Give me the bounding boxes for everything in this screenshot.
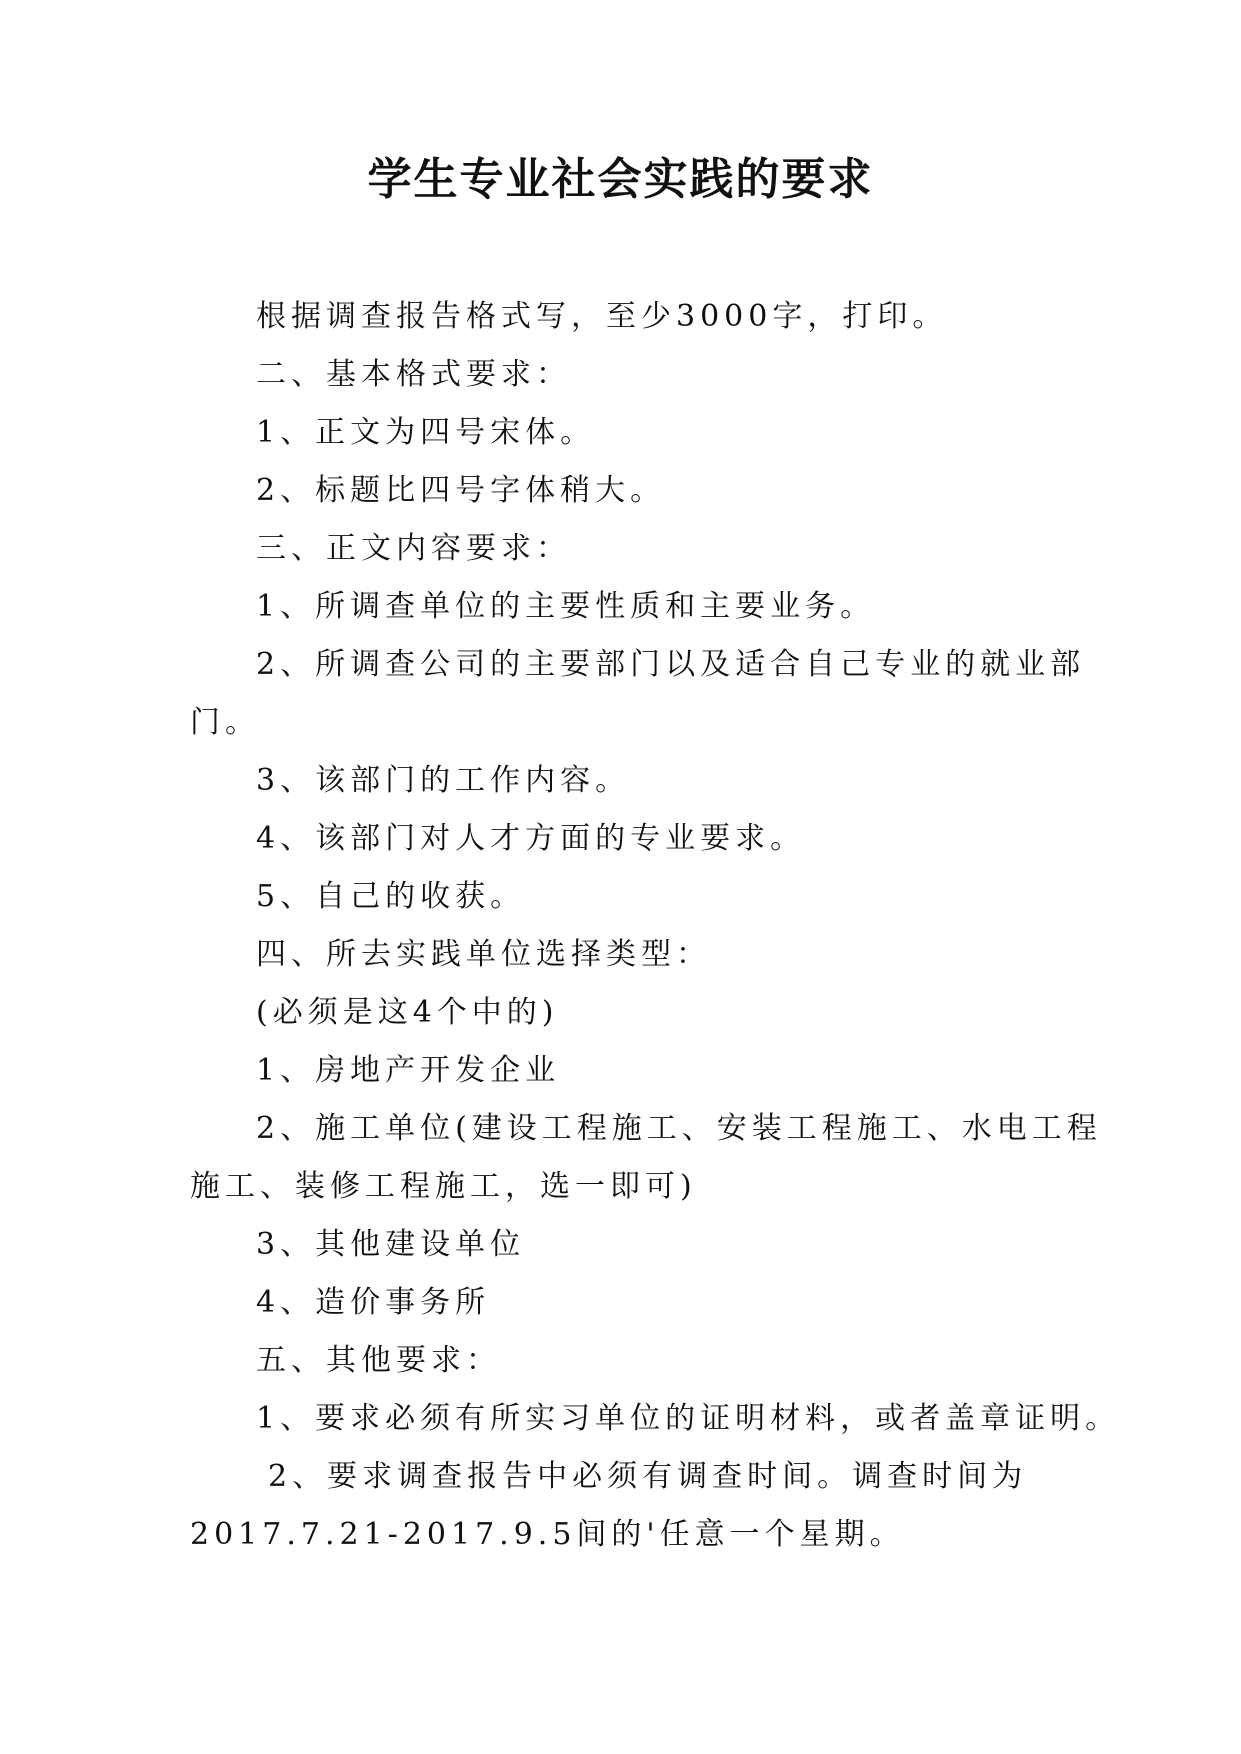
- section-heading-unit-type: 四、所去实践单位选择类型：: [256, 937, 711, 972]
- section-heading-other: 五、其他要求：: [256, 1343, 501, 1378]
- content-item-1: 1、所调查单位的主要性质和主要业务。: [256, 589, 876, 624]
- document-body: [190, 288, 1121, 1564]
- format-item-2: 2、标题比四号字体稍大。: [256, 473, 666, 508]
- unit-type-1: 1、房地产开发企业: [256, 1053, 561, 1088]
- section-heading-content: 三、正文内容要求：: [256, 531, 571, 566]
- format-item-1: 1、正文为四号宋体。: [256, 415, 596, 450]
- content-item-2: 2、所调查公司的主要部门以及适合自己专业的就业部: [256, 647, 1086, 682]
- content-item-3: 3、该部门的工作内容。: [256, 763, 631, 798]
- unit-type-2-continued: 施工、装修工程施工，选一即可): [190, 1169, 697, 1204]
- paragraph-intro: 根据调查报告格式写，至少3000字，打印。: [256, 299, 948, 334]
- other-item-1: 1、要求必须有所实习单位的证明材料，或者盖章证明。: [256, 1401, 1121, 1436]
- unit-type-note: (必须是这4个中的): [256, 995, 559, 1030]
- unit-type-3: 3、其他建设单位: [256, 1227, 526, 1262]
- section-heading-format: 二、基本格式要求：: [256, 357, 571, 392]
- unit-type-2: 2、施工单位(建设工程施工、安装工程施工、水电工程: [256, 1111, 1102, 1146]
- unit-type-4: 4、造价事务所: [256, 1285, 491, 1320]
- content-item-5: 5、自己的收获。: [256, 879, 526, 914]
- content-item-4: 4、该部门对人才方面的专业要求。: [256, 821, 806, 856]
- content-item-2-continued: 门。: [190, 705, 260, 740]
- other-item-2-continued: 2017.7.21-2017.9.5间的'任意一个星期。: [190, 1517, 905, 1552]
- document-title: 学生专业社会实践的要求: [367, 154, 874, 205]
- other-item-2: 2、要求调查报告中必须有调查时间。调查时间为: [268, 1459, 1028, 1494]
